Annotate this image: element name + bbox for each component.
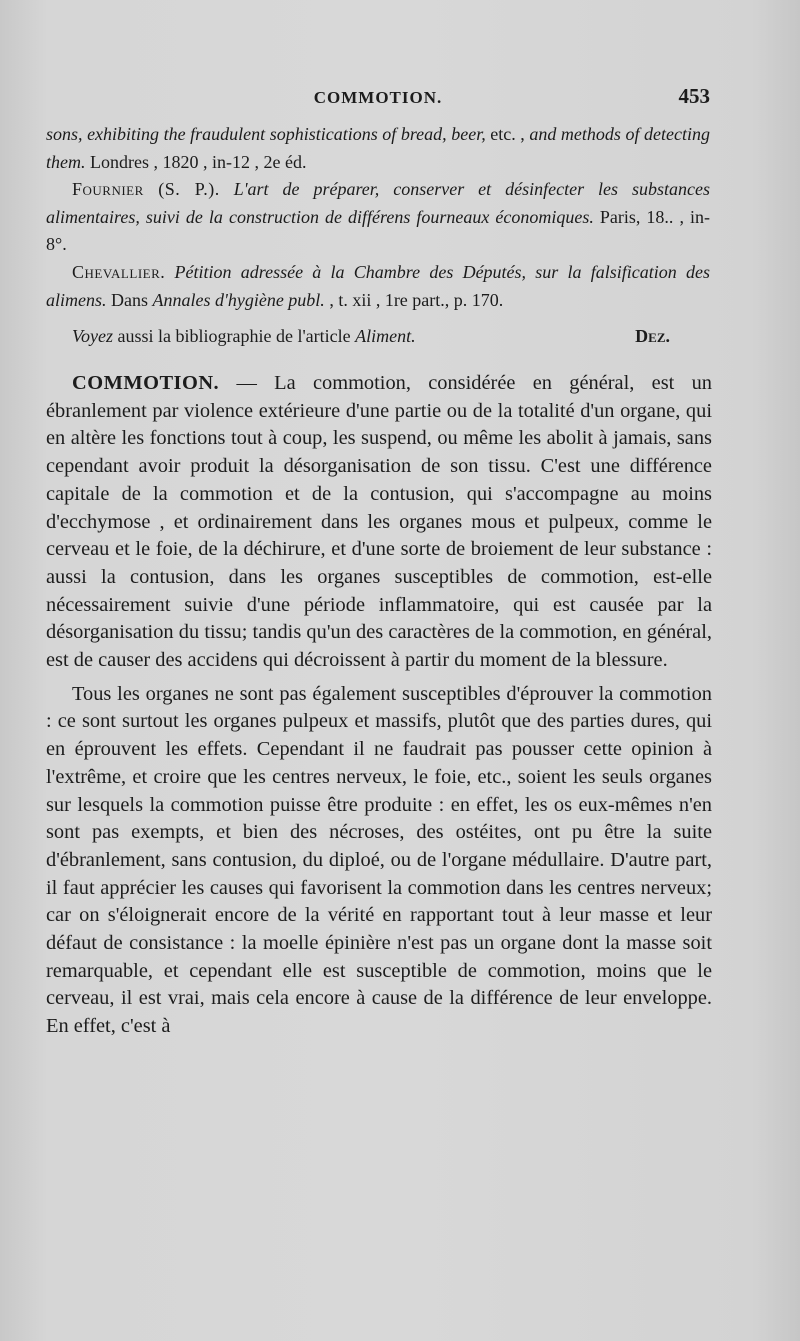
entry-publication: , t. xii , 1re part., p. 170. xyxy=(324,289,504,310)
entry-journal: Annales d'hygiène publ. xyxy=(152,289,325,310)
article-headword: COMMOTION. xyxy=(72,372,220,394)
article-paragraph xyxy=(46,370,712,675)
entry-text: etc. , xyxy=(485,124,530,144)
bibliography-entry xyxy=(46,176,710,259)
entry-title: and methods of detecting them. xyxy=(46,124,710,172)
see-also-text: aussi la bibliographie de l'article xyxy=(112,326,356,347)
entry-publication: Paris, 18.. , in-8°. xyxy=(46,206,710,255)
page-header xyxy=(46,84,710,114)
bibliography-entry xyxy=(46,259,710,314)
bibliography-section xyxy=(46,121,710,351)
entry-author: Chevallier. xyxy=(72,261,166,282)
entry-publication: Londres , 1820 , in-12 , 2e éd. xyxy=(85,151,307,172)
entry-title: Pétition adressée à la Chambre des Députés, sur la falsification des alimens. xyxy=(46,261,711,310)
paragraph-text: — La commotion, considérée en général, est un ébranlement par violence extérieure d'une partie ou de la totalité d'un organe, qui en altère les fonctions tout à coup, les suspend, ou même les abolit à jamais, sans cependant avoir produit la désorganisation de son tissu. C'est une différence capitale de la commotion et de la contusion, qui s'accompagne au moins d'ecchymose , et ordinairement dans les organes mous et pulpeux, comme le cerveau et le foie, de la déchirure, et d'une sorte de broiement de leur substance : aussi la contusion, dans les organes susceptibles de commotion, est-elle nécessairement suivie d'une période inflammatoire, qui est causée par la désorganisation du tissu; tandis qu'un des caractères de la commotion, en général, est de causer des accidens qui décroissent à partir du moment de la blessure. xyxy=(46,372,712,672)
voyez-word: Voyez xyxy=(72,326,113,347)
see-also-line xyxy=(46,323,710,351)
entry-title: sons, exhibiting the fraudulent sophistications of bread, beer, xyxy=(46,124,486,144)
entry-text: Dans xyxy=(106,289,153,310)
entry-title: L'art de préparer, conserver et désinfecter les substances alimentaires, suivi de la construction de différens fourneaux économiques. xyxy=(46,179,710,227)
bibliography-entry xyxy=(46,121,710,176)
author-signature: Dez. xyxy=(635,326,670,347)
page-number: 453 xyxy=(678,84,710,108)
article-body xyxy=(46,370,712,1041)
running-title: COMMOTION. xyxy=(313,88,443,107)
see-also-article: Aliment. xyxy=(355,326,416,347)
article-paragraph: Tous les organes ne sont pas également susceptibles d'éprouver la commotion : ce sont surtout les organes pulpeux et massifs, plutôt que des parties dures, qui en éprouvent les effets. Cependant il ne faudrait pas pousser cette opinion à l'extrême, et croire que les centres nerveux, le foie, etc., soient les seuls organes sur lesquels la commotion puisse être produite : en effet, les os eux-mêmes n'en sont pas exempts, et bien des nécroses, des ostéites, ont pu être la suite d'ébranlement, sans contusion, du diploé, ou de l'organe médullaire. D'autre part, il faut apprécier les causes qui favorisent la commotion dans les centres nerveux; car on s'éloignerait encore de la vérité en rapportant tout à leur masse et leur défaut de consistance : la moelle épinière n'est pas un organe dont la masse soit remarquable, et cependant elle est susceptible de commotion, moins que le cerveau, il est vrai, mais cela encore à cause de la différence de leur enveloppe. En effet, c'est à xyxy=(46,682,712,1038)
entry-author: Fournier (S. P.). xyxy=(72,179,220,200)
